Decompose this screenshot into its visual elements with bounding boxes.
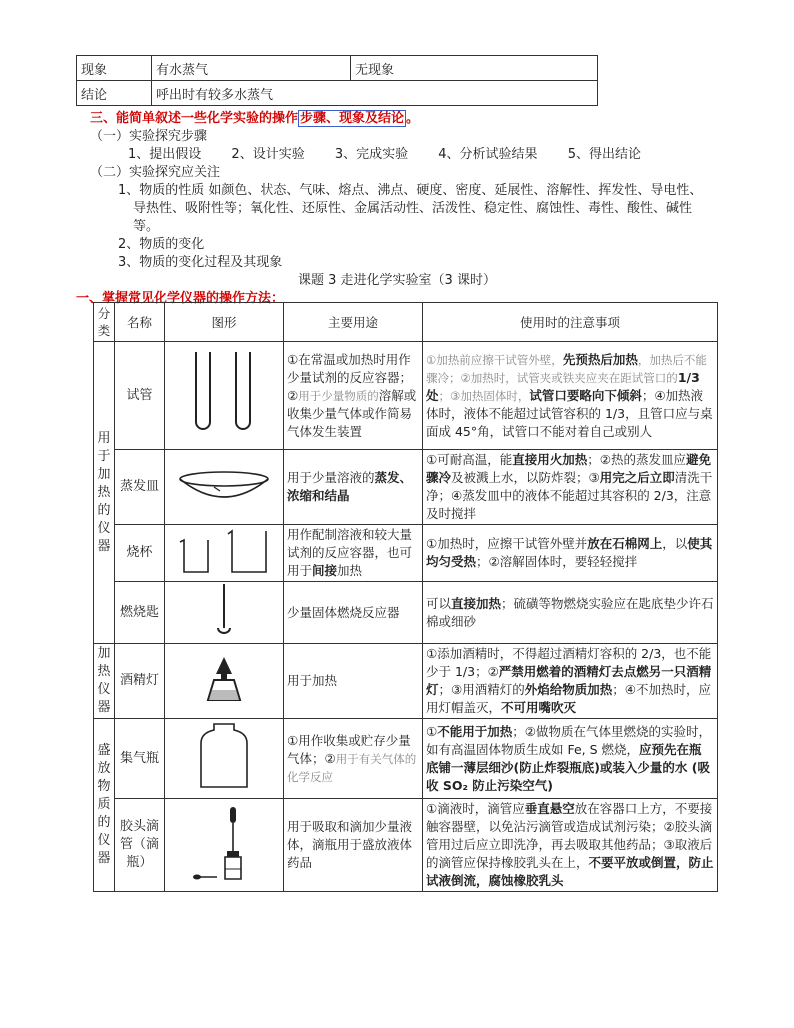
table-row — [77, 81, 598, 106]
step: 4、分析试验结果 — [438, 147, 538, 162]
notes-cell: ①添加酒精时，不得超过酒精灯容积的 2/3，也不能少于 1/3；②严禁用燃着的酒精灯去点燃另一只酒精灯；③用酒精灯的外焰给物质加热；④不加热时，应用灯帽盖灭，不可用嘴吹灭 — [423, 644, 718, 719]
usage-cell: 用于少量溶液的蒸发、浓缩和结晶 — [284, 450, 423, 525]
column-header: 主要用途 — [284, 303, 423, 342]
table-row — [94, 450, 718, 525]
lesson-title: 课题 3 走进化学实验室（3 课时） — [298, 273, 496, 288]
usage-cell: ①在常温或加热时用作少量试剂的反应容器；②用于少量物质的溶解或收集少量气体或作简易气体发生装置 — [284, 342, 423, 450]
table-cell: 无现象 — [351, 56, 598, 81]
instrument-name: 试管 — [115, 342, 165, 450]
usage-cell: 少量固体燃烧反应器 — [284, 582, 423, 644]
instrument-name: 胶头滴管（滴瓶） — [115, 799, 165, 892]
test-tube-figure — [165, 342, 284, 450]
row-label: 结论 — [77, 81, 152, 106]
dropper-figure — [165, 799, 284, 892]
table-row — [94, 582, 718, 644]
gas-collecting-bottle-icon — [189, 721, 259, 791]
notes-cell: ①不能用于加热；②做物质在气体里燃烧的实验时，如有高温固体物质生成如 Fe, S 燃烧，应预先在瓶底铺一薄层细沙(防止炸裂瓶底)或装入少量的水 (吸收 SO₂ 防止污染空气) — [423, 719, 718, 799]
text-line: 3、物质的变化过程及其现象 — [118, 255, 283, 270]
instrument-table — [93, 302, 718, 892]
text-line: 1、物质的性质 如颜色、状态、气味、熔点、沸点、硬度、密度、延展性、溶解性、挥发性、导电性、 — [118, 183, 703, 198]
step: 1、提出假设 — [128, 147, 202, 162]
usage-cell: 用于加热 — [284, 644, 423, 719]
table-cell: 呼出时有较多水蒸气 — [152, 81, 598, 106]
dish-figure — [165, 450, 284, 525]
step: 2、设计实验 — [231, 147, 305, 162]
evaporating-dish-icon — [174, 465, 274, 505]
instrument-name: 蒸发皿 — [115, 450, 165, 525]
usage-cell: ①用作收集或贮存少量气体；②用于有关气体的化学反应 — [284, 719, 423, 799]
row-label: 现象 — [77, 56, 152, 81]
usage-cell: 用作配制溶液和较大量试剂的反应容器，也可用于间接加热 — [284, 525, 423, 582]
table-row — [94, 644, 718, 719]
steps-line — [128, 146, 641, 164]
column-header: 图形 — [165, 303, 284, 342]
result-table — [76, 55, 598, 106]
table-row — [94, 719, 718, 799]
instrument-name: 烧杯 — [115, 525, 165, 582]
notes-cell: ①滴液时，滴管应垂直悬空放在容器口上方，不要接触容器壁，以免沾污滴管或造成试剂污染；②胶头滴管用过后应立即洗净，再去吸取其他药品；③取液后的滴管应保持橡胶乳头在上，不要平放或倒置，防止试液倒流，腐蚀橡胶乳头 — [423, 799, 718, 892]
table-row — [77, 56, 598, 81]
category-cell: 用于加热的仪器 — [94, 342, 115, 644]
combustion-spoon-icon — [204, 582, 244, 638]
notes-cell: ①加热前应擦干试管外壁，先预热后加热，加热后不能骤冷；②加热时，试管夹或铁夹应夹在距试管口的1/3 处；③加热固体时，试管口要略向下倾斜；④加热液体时，液体不能超过试管容积的 1/3，且管口应与桌面成 45°角，试管口不能对着自己或别人 — [423, 342, 718, 450]
text-line: 导热性、吸附性等；氧化性、还原性、金属活动性、活泼性、稳定性、腐蚀性、毒性、酸性、碱性 — [133, 201, 693, 216]
column-header: 分类 — [94, 303, 115, 342]
dropper-icon — [189, 803, 259, 883]
notes-cell: 可以直接加热；硫磺等物燃烧实验应在匙底垫少许石棉或细砂 — [423, 582, 718, 644]
column-header: 名称 — [115, 303, 165, 342]
spoon-figure — [165, 582, 284, 644]
sub-heading: （二）实验探究应关注 — [90, 165, 221, 180]
category-cell: 加热仪器 — [94, 644, 115, 719]
category-cell: 盛放物质的仪器 — [94, 719, 115, 892]
table-row — [94, 342, 718, 450]
usage-cell: 用于吸取和滴加少量液体，滴瓶用于盛放液体药品 — [284, 799, 423, 892]
section-heading: 三、能简单叙述一些化学实验的操作 步骤、现象及结论 。 — [90, 111, 420, 126]
instrument-name: 燃烧匙 — [115, 582, 165, 644]
notes-cell: ①可耐高温，能直接用火加热；②热的蒸发皿应避免骤冷及被溅上水，以防炸裂；③用完之后立即清洗干净；④蒸发皿中的液体不能超过其容积的 2/3，注意及时搅拌 — [423, 450, 718, 525]
alcohol-lamp-icon — [204, 654, 244, 704]
beaker-icon — [174, 526, 274, 576]
text-line: 2、物质的变化 — [118, 237, 205, 252]
instrument-name: 酒精灯 — [115, 644, 165, 719]
lamp-figure — [165, 644, 284, 719]
column-header: 使用时的注意事项 — [423, 303, 718, 342]
table-row — [94, 799, 718, 892]
text-line: 等。 — [133, 219, 160, 234]
table-header-row — [94, 303, 718, 342]
test-tube-icon — [184, 348, 264, 438]
beaker-figure — [165, 525, 284, 582]
sub-heading: （一）实验探究步骤 — [90, 129, 208, 144]
table-cell: 有水蒸气 — [152, 56, 351, 81]
step: 3、完成实验 — [334, 147, 409, 162]
instrument-name: 集气瓶 — [115, 719, 165, 799]
highlighted-text: 步骤、现象及结论 — [300, 111, 405, 126]
table-row — [94, 525, 718, 582]
section-heading: 一、掌握常见化学仪器的操作方法： — [76, 291, 285, 306]
gas-bottle-figure — [165, 719, 284, 799]
step: 5、得出结论 — [567, 147, 641, 162]
notes-cell: ①加热时，应擦干试管外壁并放在石棉网上，以使其均匀受热；②溶解固体时，要轻轻搅拌 — [423, 525, 718, 582]
